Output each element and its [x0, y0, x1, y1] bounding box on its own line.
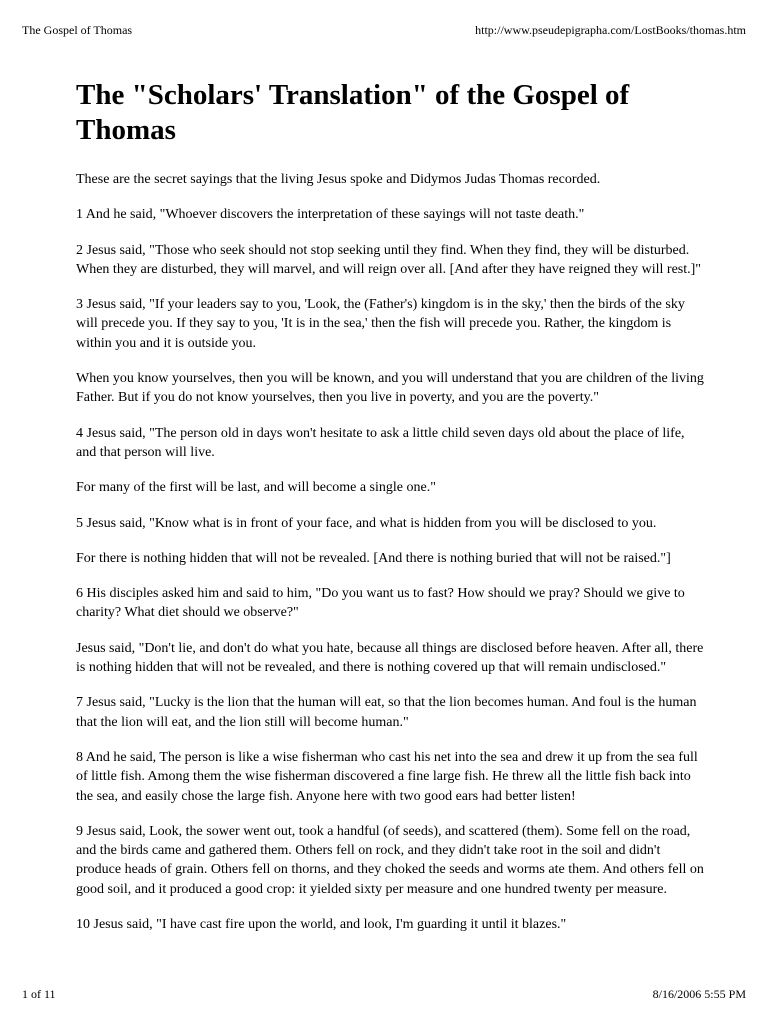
header-doc-title: The Gospel of Thomas	[22, 23, 133, 37]
saying-5: 5 Jesus said, "Know what is in front of your face, and what is hidden from you will be disclosed to you.	[76, 515, 657, 531]
print-footer	[22, 986, 746, 1002]
saying-4-continued: For many of the first will be last, and will become a single one."	[76, 480, 436, 496]
page-title: The "Scholars' Translation" of the Gospel of Thomas	[76, 79, 630, 146]
saying-9: 9 Jesus said, Look, the sower went out, took a handful (of seeds), and scattered (them). Some fell on the road, and the birds came and gathered them. Others fell on rock, and they didn't take root in the soil and didn't produce heads of grain. Others fell on thorns, and they choked the seeds and worms ate them. And others fell on good soil, and it produced a good crop: it yielded sixty per measure and one hundred twenty per measure.	[76, 823, 704, 897]
saying-10: 10 Jesus said, "I have cast fire upon the world, and look, I'm guarding it until it blazes."	[76, 917, 567, 933]
print-header	[22, 22, 746, 38]
saying-8: 8 And he said, The person is like a wise fisherman who cast his net into the sea and drew it up from the sea full of little fish. Among them the wise fisherman discovered a fine large fish. He threw all the little fish back into the sea, and easily chose the large fish. Anyone here with two good ears had better listen!	[76, 749, 698, 804]
saying-6-continued: Jesus said, "Don't lie, and don't do what you hate, because all things are disclosed before heaven. After all, there is nothing hidden that will not be revealed, and there is nothing covered up that will remain undisclosed."	[76, 640, 704, 676]
document-body	[76, 78, 706, 950]
sayings-list	[76, 170, 706, 934]
saying-2: 2 Jesus said, "Those who seek should not stop seeking until they find. When they find, they will be disturbed. When they are disturbed, they will marvel, and will reign over all. [And after they have reigned they will rest.]"	[76, 242, 702, 277]
footer-page-number: 1 of 11	[22, 987, 56, 1001]
saying-3-continued: When you know yourselves, then you will be known, and you will understand that you are children of the living Father. But if you do not know yourselves, then you live in poverty, and you are the poverty."	[76, 371, 704, 406]
header-url: http://www.pseudepigrapha.com/LostBooks/thomas.htm	[475, 23, 746, 37]
saying-1: 1 And he said, "Whoever discovers the interpretation of these sayings will not taste death."	[76, 207, 585, 223]
saying-7: 7 Jesus said, "Lucky is the lion that the human will eat, so that the lion becomes human. And foul is the human that the lion will eat, and the lion still will become human."	[76, 695, 697, 730]
saying-6: 6 His disciples asked him and said to him, "Do you want us to fast? How should we pray? Should we give to charity? What diet should we observe?"	[76, 586, 685, 621]
saying-3: 3 Jesus said, "If your leaders say to you, 'Look, the (Father's) kingdom is in the sky,' then the birds of the sky will precede you. If they say to you, 'It is in the sea,' then the fish will precede you. Rather, the kingdom is within you and it is outside you.	[76, 297, 685, 351]
intro-paragraph: These are the secret sayings that the living Jesus spoke and Didymos Judas Thomas recorded.	[76, 172, 601, 187]
footer-timestamp: 8/16/2006 5:55 PM	[652, 987, 746, 1001]
saying-4: 4 Jesus said, "The person old in days won't hesitate to ask a little child seven days old about the place of life, and that person will live.	[76, 425, 685, 460]
saying-5-continued: For there is nothing hidden that will not be revealed. [And there is nothing buried that will not be raised."]	[76, 550, 671, 566]
